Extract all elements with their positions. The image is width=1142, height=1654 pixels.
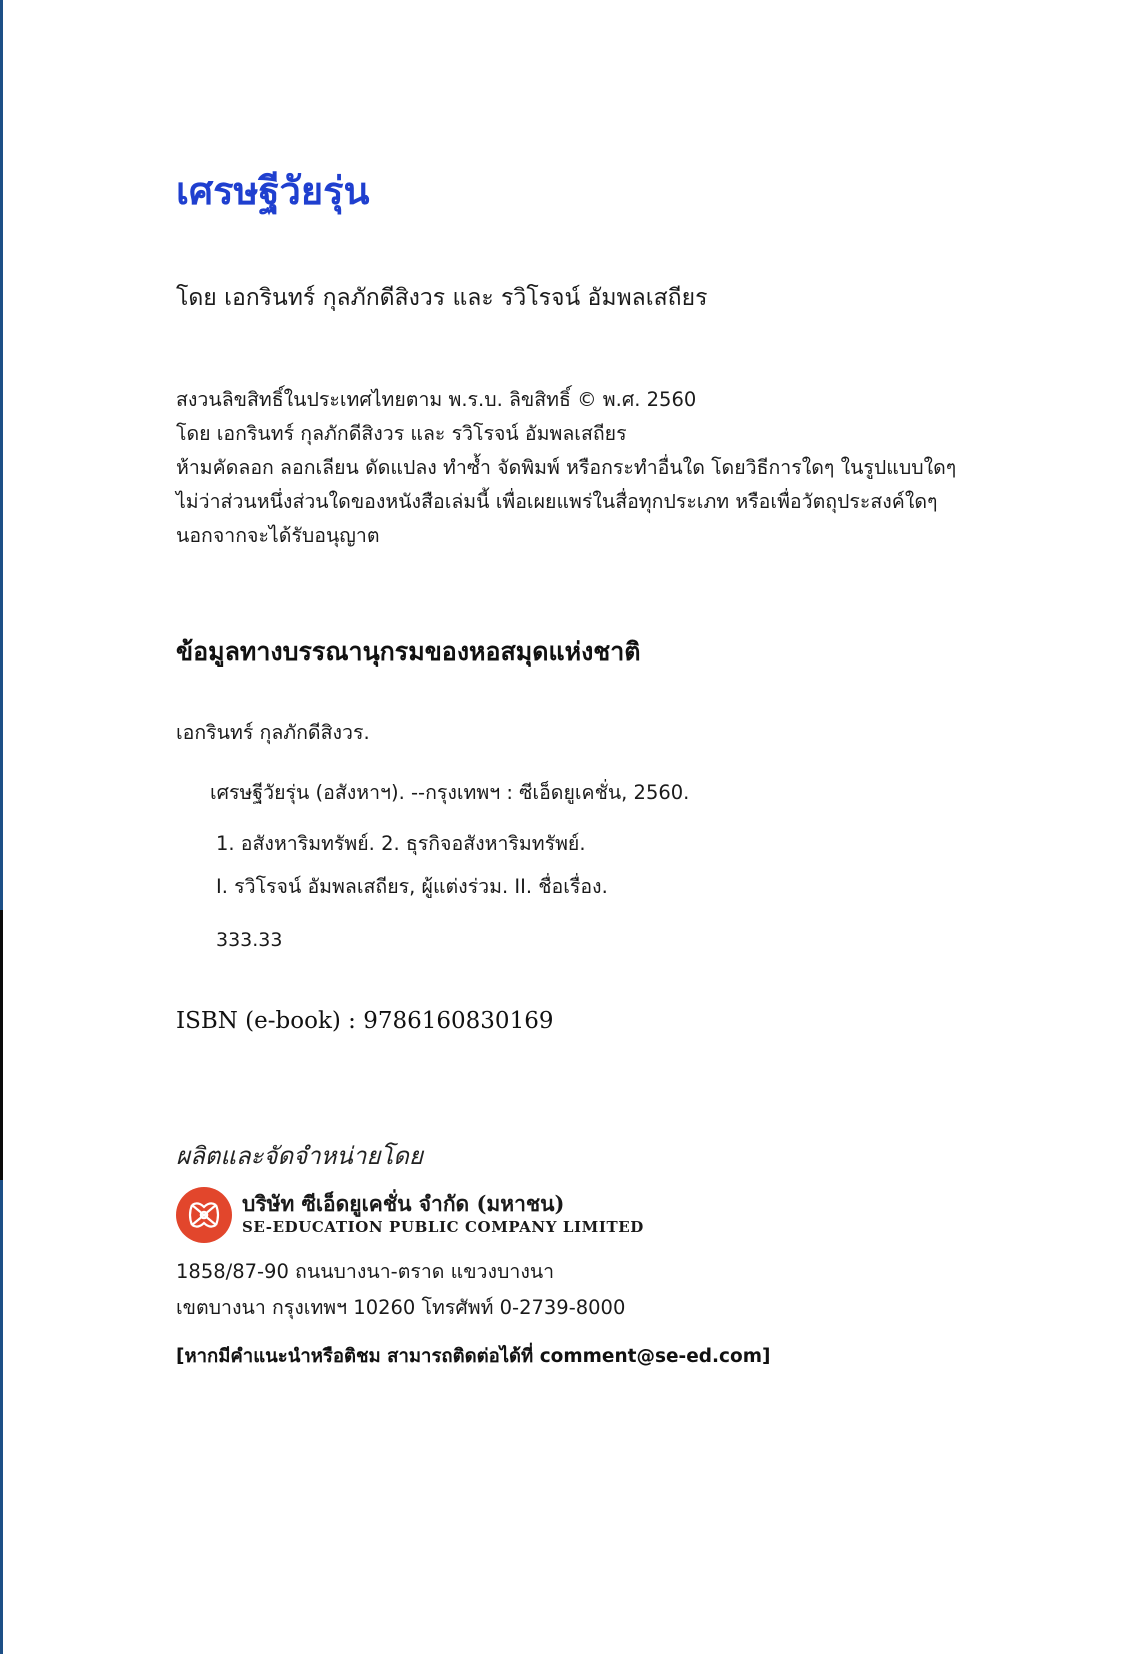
- catalog-title: เศรษฐีวัยรุ่น (อสังหาฯ). --กรุงเทพฯ : ซีเอ็ดยูเคชั่น, 2560.: [210, 781, 690, 804]
- page-left-edge: [0, 0, 3, 1654]
- se-ed-logo-icon: [176, 1187, 232, 1243]
- isbn: ISBN (e-book) : 9786160830169: [176, 1008, 554, 1034]
- byline: โดย เอกรินทร์ กุลภักดีสิงวร และ รวิโรจน์ อัมพลเสถียร: [176, 285, 708, 311]
- copyright-line: ไม่ว่าส่วนหนึ่งส่วนใดของหนังสือเล่มนี้ เพื่อเผยแพร่ในสื่อทุกประเภท หรือเพื่อวัตถุประสงค์ใดๆ: [176, 490, 938, 513]
- feedback-contact: [หากมีคำแนะนำหรือติชม สามารถติดต่อได้ที่ comment@se-ed.com]: [176, 1346, 771, 1367]
- producer-label: ผลิตและจัดจำหน่ายโดย: [176, 1142, 423, 1170]
- book-title: เศรษฐีวัยรุ่น: [176, 168, 370, 213]
- copyright-line: นอกจากจะได้รับอนุญาต: [176, 524, 380, 547]
- catalog-classification: 333.33: [216, 929, 283, 951]
- catalog-author: เอกรินทร์ กุลภักดีสิงวร.: [176, 721, 370, 744]
- publisher-address: [176, 1254, 625, 1326]
- copyright-line: โดย เอกรินทร์ กุลภักดีสิงวร และ รวิโรจน์ อัมพลเสถียร: [176, 422, 627, 445]
- catalog-subjects: 1. อสังหาริมทรัพย์. 2. ธุรกิจอสังหาริมทรัพย์.: [216, 832, 586, 855]
- page-edge-shadow: [0, 910, 3, 1180]
- company-name-english: SE-EDUCATION PUBLIC COMPANY LIMITED: [242, 1218, 644, 1236]
- copyright-line: สงวนลิขสิทธิ์ในประเทศไทยตาม พ.ร.บ. ลิขสิทธิ์ © พ.ศ. 2560: [176, 388, 697, 411]
- address-line: เขตบางนา กรุงเทพฯ 10260 โทรศัพท์ 0-2739-8000: [176, 1296, 626, 1319]
- copyright-line: ห้ามคัดลอก ลอกเลียน ดัดแปลง ทำซ้ำ จัดพิมพ์ หรือกระทำอื่นใด โดยวิธีการใดๆ ในรูปแบบใดๆ: [176, 456, 957, 479]
- company-name-thai: บริษัท ซีเอ็ดยูเคชั่น จำกัด (มหาชน): [242, 1191, 565, 1216]
- catalog-added-entries: I. รวิโรจน์ อัมพลเสถียร, ผู้แต่งร่วม. II. ชื่อเรื่อง.: [216, 875, 608, 898]
- address-line: 1858/87-90 ถนนบางนา-ตราด แขวงบางนา: [176, 1260, 555, 1283]
- copyright-notice: [176, 383, 956, 553]
- catalog-heading: ข้อมูลทางบรรณานุกรมของหอสมุดแห่งชาติ: [176, 637, 641, 666]
